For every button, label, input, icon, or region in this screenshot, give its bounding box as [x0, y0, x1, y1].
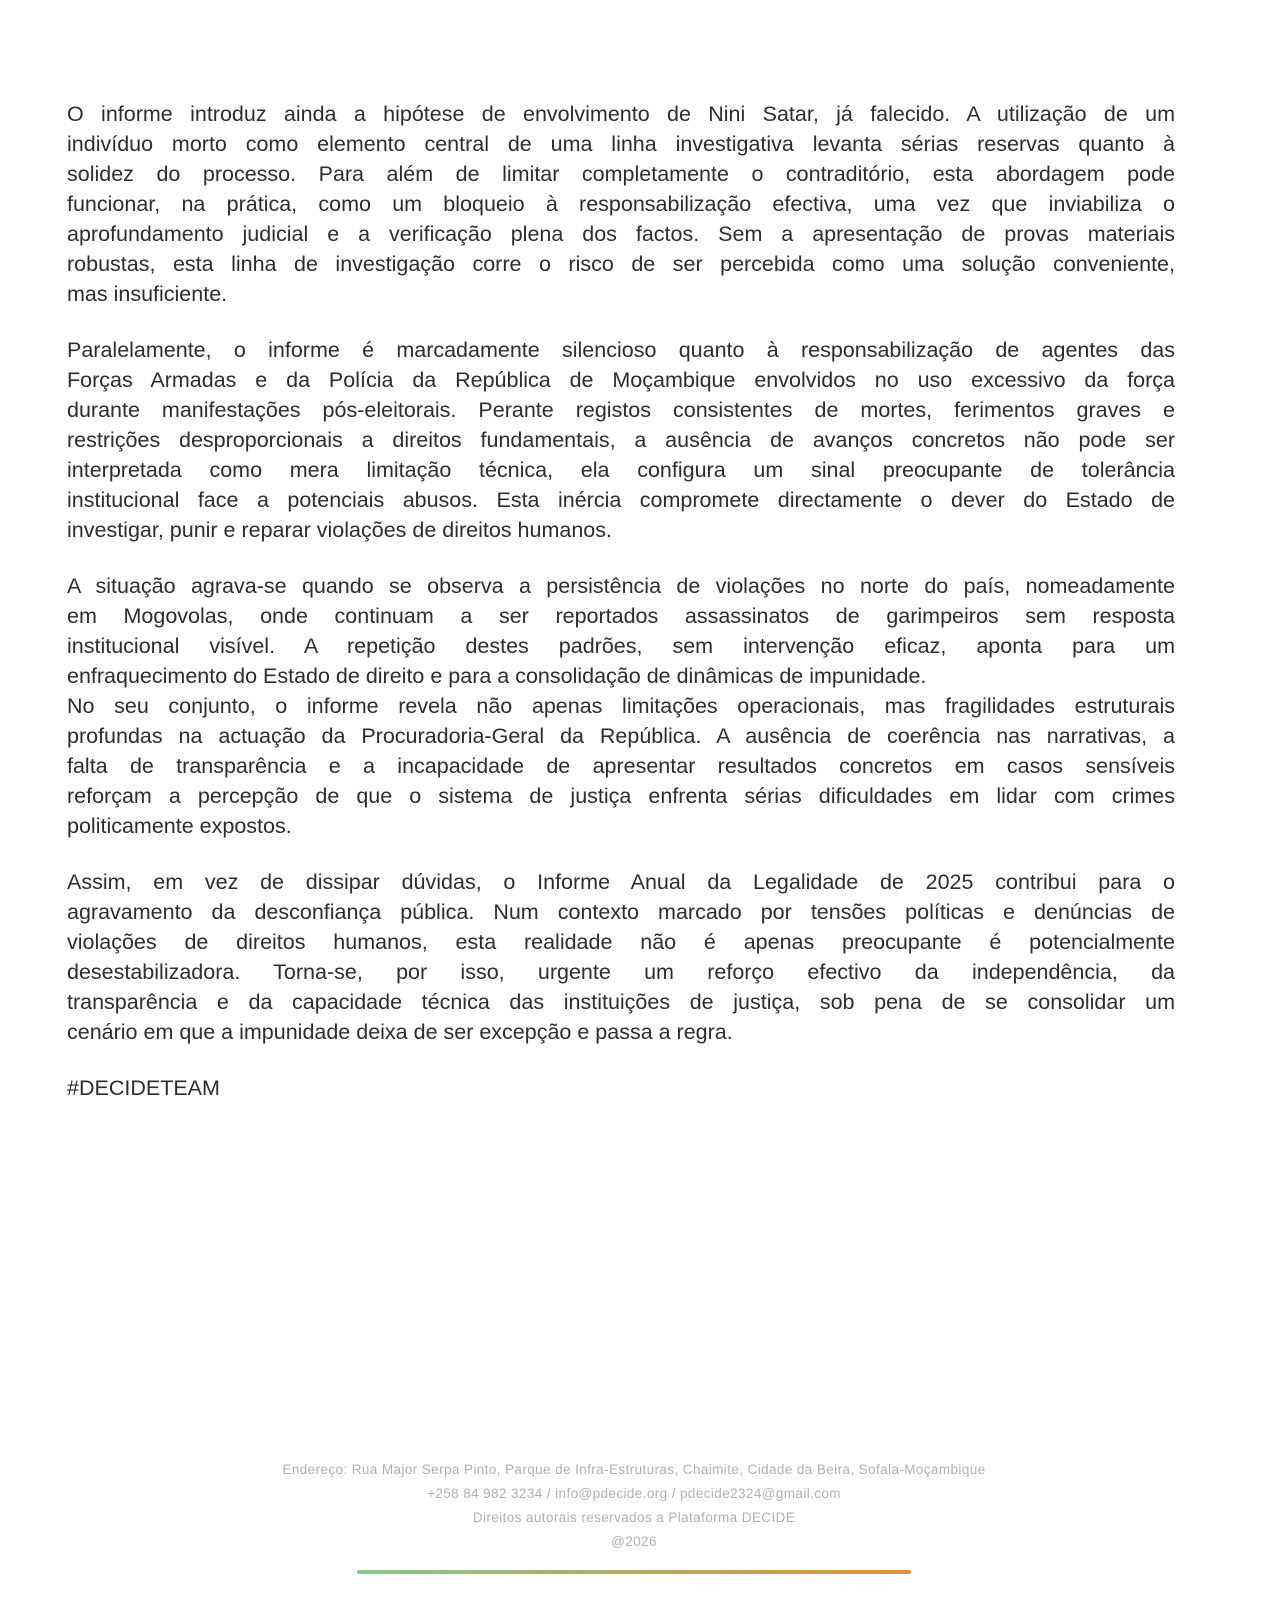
- paragraph-line: enfraquecimento do Estado de direito e para a consolidação de dinâmicas de impunidade.: [67, 664, 927, 688]
- paragraph-line: interpretada como mera limitação técnica, ela configura um sinal preocupante de tolerância: [67, 458, 1175, 482]
- paragraph: [67, 99, 1175, 309]
- paragraph-line: falta de transparência e a incapacidade de apresentar resultados concretos em casos sensíveis: [67, 754, 1175, 778]
- paragraph-line: reforçam a percepção de que o sistema de justiça enfrenta sérias dificuldades em lidar com crimes: [67, 784, 1175, 808]
- page-footer: [0, 1458, 1268, 1554]
- footer-address: Endereço: Rua Major Serpa Pinto, Parque de Infra-Estruturas, Chaimite, Cidade da Beira, Sofala-Moçambique: [282, 1462, 986, 1477]
- paragraph-line: mas insuficiente.: [67, 282, 228, 306]
- paragraph-line: A situação agrava-se quando se observa a persistência de violações no norte do país, nomeadamente: [67, 574, 1175, 598]
- paragraph-line: solidez do processo. Para além de limitar completamente o contraditório, esta abordagem pode: [67, 162, 1175, 186]
- paragraph-line: Paralelamente, o informe é marcadamente silencioso quanto à responsabilização de agentes das: [67, 338, 1175, 362]
- paragraph-line: em Mogovolas, onde continuam a ser reportados assassinatos de garimpeiros sem resposta: [67, 604, 1175, 628]
- paragraph-line: institucional visível. A repetição destes padrões, sem intervenção eficaz, aponta para um: [67, 634, 1175, 658]
- footer-divider-gradient-bar: [357, 1570, 911, 1574]
- paragraph-line: aprofundamento judicial e a verificação plena dos factos. Sem a apresentação de provas materiais: [67, 222, 1175, 246]
- paragraph-line: Forças Armadas e da Polícia da República de Moçambique envolvidos no uso excessivo da força: [67, 368, 1175, 392]
- paragraph-line: cenário em que a impunidade deixa de ser excepção e passa a regra.: [67, 1020, 733, 1044]
- paragraph-line: agravamento da desconfiança pública. Num contexto marcado por tensões políticas e denúncias de: [67, 900, 1175, 924]
- footer-copyright: Direitos autorais reservados a Plataforma DECIDE: [472, 1510, 796, 1525]
- paragraph: [67, 691, 1175, 841]
- paragraph-line: O informe introduz ainda a hipótese de envolvimento de Nini Satar, já falecido. A utilização de um: [67, 102, 1175, 126]
- paragraph-line: desestabilizadora. Torna-se, por isso, urgente um reforço efectivo da independência, da: [67, 960, 1175, 984]
- footer-contacts: +258 84 982 3234 / info@pdecide.org / pdecide2324@gmail.com: [427, 1486, 841, 1501]
- paragraph-line: restrições desproporcionais a direitos fundamentais, a ausência de avanços concretos não pode ser: [67, 428, 1175, 452]
- paragraph: [67, 867, 1175, 1047]
- paragraph: [67, 571, 1175, 691]
- document-body: [67, 99, 1175, 1103]
- paragraph-line: indivíduo morto como elemento central de uma linha investigativa levanta sérias reservas quanto à: [67, 132, 1175, 156]
- paragraph-line: transparência e da capacidade técnica das instituições de justiça, sob pena de se consolidar um: [67, 990, 1175, 1014]
- document-paragraphs: [67, 99, 1175, 1047]
- paragraph-line: robustas, esta linha de investigação corre o risco de ser percebida como uma solução conveniente,: [67, 252, 1175, 276]
- paragraph: [67, 335, 1175, 545]
- paragraph-line: funcionar, na prática, como um bloqueio à responsabilização efectiva, uma vez que inviabiliza o: [67, 192, 1175, 216]
- paragraph-line: violações de direitos humanos, esta realidade não é apenas preocupante é potencialmente: [67, 930, 1175, 954]
- paragraph-line: politicamente expostos.: [67, 814, 292, 838]
- footer-year: @2026: [611, 1534, 657, 1549]
- paragraph-line: Assim, em vez de dissipar dúvidas, o Informe Anual da Legalidade de 2025 contribui para o: [67, 870, 1175, 894]
- paragraph-line: durante manifestações pós-eleitorais. Perante registos consistentes de mortes, ferimentos graves e: [67, 398, 1175, 422]
- paragraph-line: institucional face a potenciais abusos. Esta inércia compromete directamente o dever do Estado de: [67, 488, 1175, 512]
- hashtag-decideteam: #DECIDETEAM: [67, 1076, 220, 1100]
- paragraph-line: No seu conjunto, o informe revela não apenas limitações operacionais, mas fragilidades estruturais: [67, 694, 1175, 718]
- paragraph-line: investigar, punir e reparar violações de direitos humanos.: [67, 518, 612, 542]
- paragraph-line: profundas na actuação da Procuradoria-Geral da República. A ausência de coerência nas narrativas, a: [67, 724, 1175, 748]
